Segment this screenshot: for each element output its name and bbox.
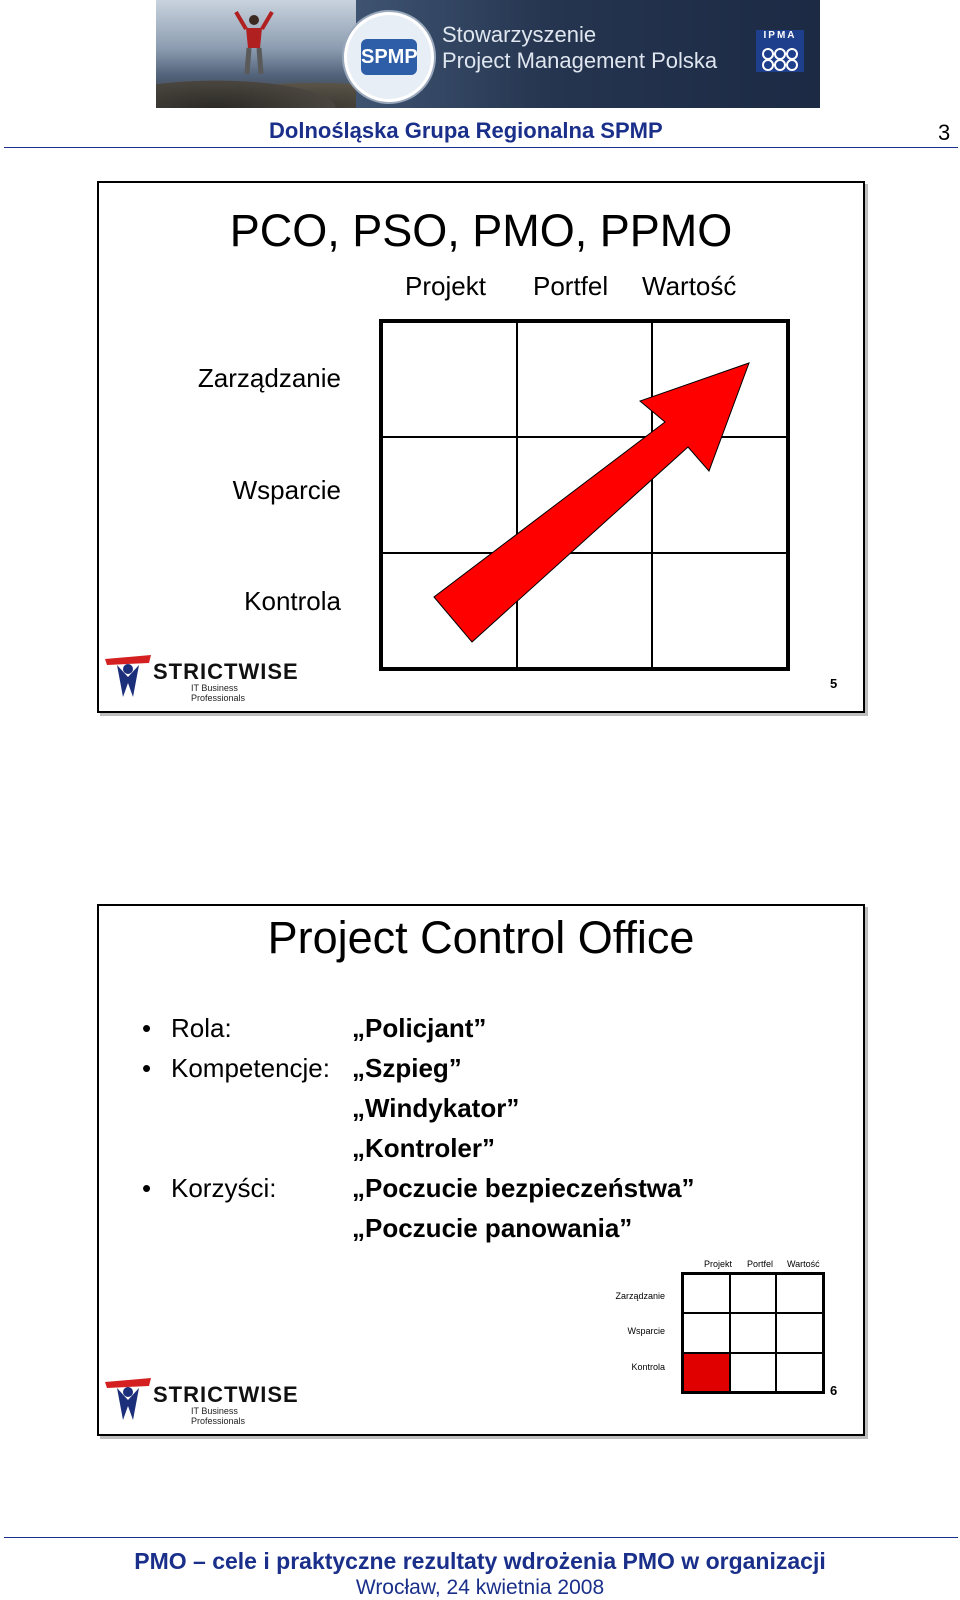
slide-title: PCO, PSO, PMO, PPMO bbox=[229, 205, 733, 256]
bullet-value: „Poczucie bezpieczeństwa” bbox=[352, 1173, 695, 1203]
banner-title-line1: Stowarzyszenie bbox=[442, 22, 597, 47]
bullet-value: „Windykator” bbox=[352, 1093, 520, 1123]
grid-cell bbox=[776, 1274, 823, 1313]
grid-cell bbox=[776, 1313, 823, 1352]
ipma-logo bbox=[756, 30, 804, 72]
grid-cell bbox=[730, 1274, 777, 1313]
banner-title-line2: Project Management Polska bbox=[442, 48, 718, 73]
seal-text: SPMP bbox=[361, 39, 417, 75]
column-header: Wartość bbox=[642, 271, 737, 301]
page-number: 3 bbox=[938, 120, 951, 145]
logo-subtitle: IT Business Professionals bbox=[191, 683, 246, 703]
slide-pco-pso-pmo bbox=[97, 181, 865, 713]
mini-row-header: Zarządzanie bbox=[615, 1291, 665, 1301]
person-figure-icon bbox=[234, 8, 274, 78]
slide-title: Project Control Office bbox=[267, 912, 695, 963]
logo-brand: STRICTWISE bbox=[153, 659, 299, 684]
row-header: Wsparcie bbox=[232, 475, 341, 505]
bullet-value: „Szpieg” bbox=[352, 1053, 462, 1083]
logo-subtitle: IT Business Professionals bbox=[191, 1406, 246, 1426]
ipma-text: IPMA bbox=[763, 30, 797, 41]
banner-rocks bbox=[156, 76, 356, 108]
column-header: Portfel bbox=[533, 271, 609, 301]
mini-row-header: Kontrola bbox=[631, 1362, 665, 1372]
logo-brand: STRICTWISE bbox=[153, 1382, 299, 1407]
growth-arrow-icon bbox=[99, 183, 863, 711]
mini-column-header: Wartość bbox=[787, 1259, 820, 1269]
footer-divider bbox=[4, 1537, 958, 1538]
mini-row-header: Wsparcie bbox=[627, 1326, 665, 1336]
header-banner bbox=[156, 0, 820, 108]
header-title: Dolnośląska Grupa Regionalna SPMP bbox=[269, 118, 663, 143]
grid-cell-highlighted bbox=[683, 1353, 730, 1392]
grid-cell bbox=[730, 1313, 777, 1352]
bullet-label: Korzyści: bbox=[171, 1173, 277, 1203]
bullet-value: „Poczucie panowania” bbox=[352, 1213, 633, 1243]
bullet-dot-icon: • bbox=[142, 1013, 152, 1043]
row-header: Zarządzanie bbox=[197, 363, 341, 393]
column-header: Projekt bbox=[405, 271, 486, 301]
page-header bbox=[0, 116, 960, 148]
slide-project-control-office bbox=[97, 904, 865, 1436]
header-divider bbox=[4, 147, 958, 148]
grid-cell bbox=[683, 1274, 730, 1313]
bullet-label: Rola: bbox=[171, 1013, 232, 1043]
slide-number: 5 bbox=[830, 676, 838, 691]
row-header: Kontrola bbox=[244, 586, 341, 616]
bullet-value: „Kontroler” bbox=[352, 1133, 495, 1163]
footer-subtitle: Wrocław, 24 kwietnia 2008 bbox=[355, 1576, 605, 1599]
grid-cell bbox=[776, 1353, 823, 1392]
slide-number: 6 bbox=[830, 1383, 838, 1398]
mini-column-header: Portfel bbox=[747, 1259, 774, 1269]
bullet-value: „Policjant” bbox=[352, 1013, 487, 1043]
bullet-dot-icon: • bbox=[142, 1053, 152, 1083]
bullet-dot-icon: • bbox=[142, 1173, 152, 1203]
grid-cell bbox=[730, 1353, 777, 1392]
mini-matrix-grid bbox=[681, 1272, 825, 1394]
grid-cell bbox=[683, 1313, 730, 1352]
footer-title: PMO – cele i praktyczne rezultaty wdrożenia PMO w organizacji bbox=[134, 1548, 826, 1574]
strictwise-logo bbox=[103, 1376, 299, 1426]
bullet-label: Kompetencje: bbox=[171, 1053, 330, 1083]
strictwise-logo bbox=[103, 653, 299, 703]
mini-column-header: Projekt bbox=[704, 1259, 733, 1269]
spmp-seal-logo bbox=[344, 12, 434, 102]
